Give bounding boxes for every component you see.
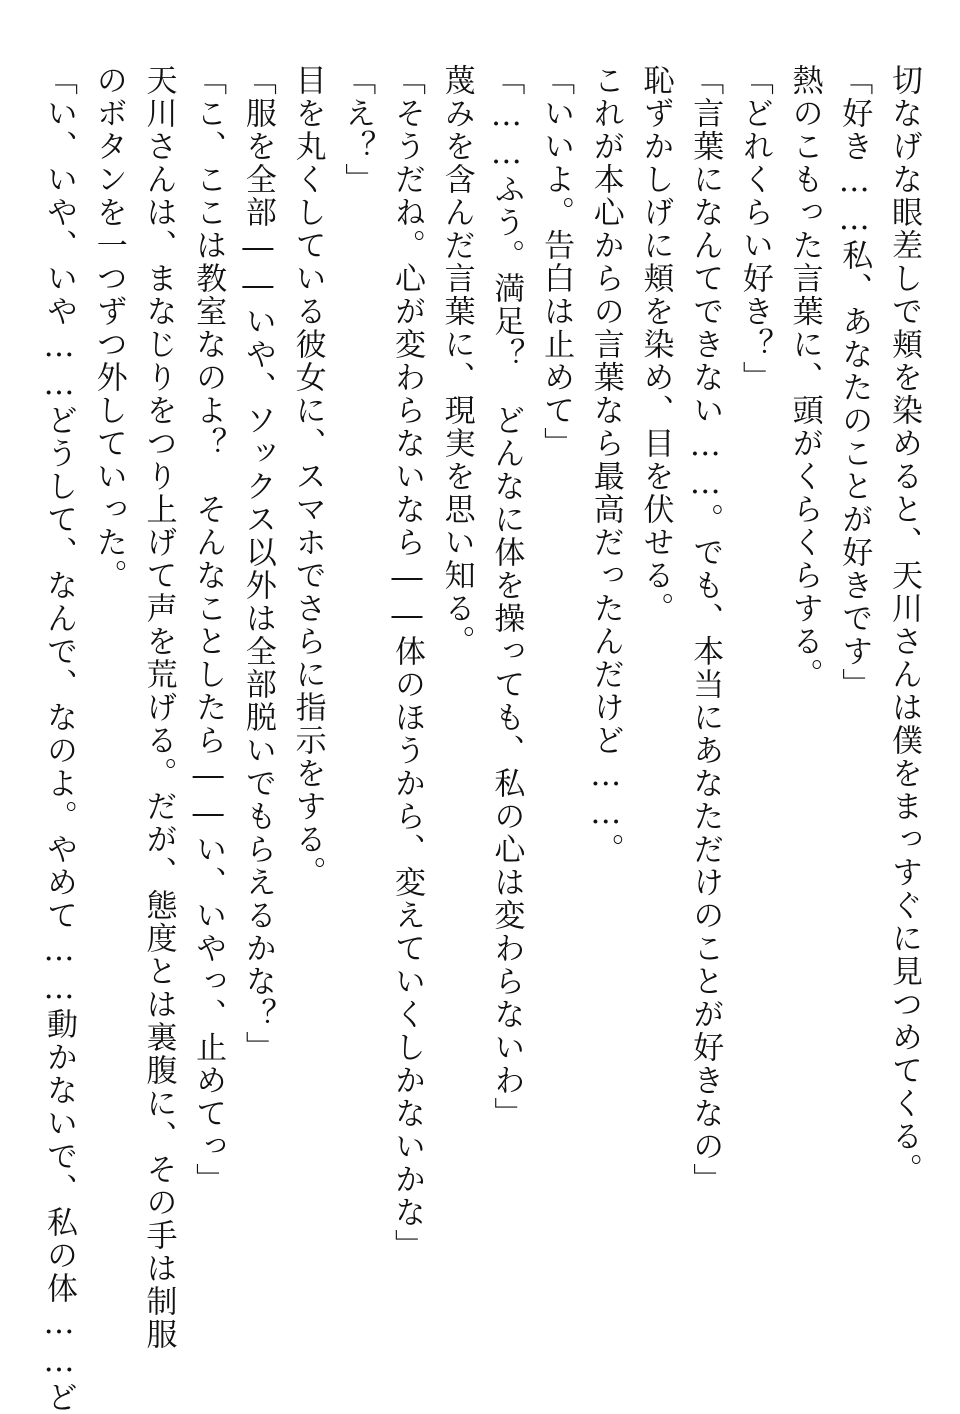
text-line: 「いいよ。告白は止めて」	[538, 64, 575, 460]
text-line: 「こ、ここは教室なのよ？ そんなことしたら――い、いやっ、止めてっ」	[190, 64, 227, 1196]
text-line: 恥ずかしげに頬を染め、目を伏せる。	[637, 64, 674, 625]
text-line: 「い、いや、いや……どうして、なんで、なのよ。やめて……動かないで、私の体……ど	[41, 64, 78, 1414]
text-line: のボタンを一つずつ外していった。	[90, 64, 127, 592]
text-line: 「……ふう。満足？ どんなに体を操っても、私の心は変わらないわ」	[488, 64, 525, 1130]
text-line: 「どれくらい好き？」	[736, 64, 773, 394]
text-line: 「え？」	[339, 64, 376, 196]
text-line: 「言葉になんてできない……。でも、本当にあなただけのことが好きなの」	[687, 64, 724, 1196]
text-line: 「好き……私、あなたのことが好きです」	[836, 64, 873, 701]
text-line: 蔑みを含んだ言葉に、現実を思い知る。	[438, 64, 475, 658]
vertical-text-body	[33, 64, 928, 1414]
text-line: 「そうだね。心が変わらないなら――体のほうから、変えていくしかないかな」	[388, 64, 425, 1262]
text-line: これが本心からの言葉なら最高だったんだけど……。	[587, 64, 624, 866]
text-line: 切なげな眼差しで頬を染めると、天川さんは僕をまっすぐに見つめてくる。	[886, 64, 922, 1186]
text-line: 熱のこもった言葉に、頭がくらくらする。	[786, 64, 823, 691]
text-line: 「服を全部――いや、ソックス以外は全部脱いでもらえるかな？」	[239, 64, 276, 1064]
text-line: 天川さんは、まなじりをつり上げて声を荒げる。だが、態度とは裏腹に、その手は制服	[140, 64, 177, 1351]
text-line: 目を丸くしている彼女に、スマホでさらに指示をする。	[289, 64, 326, 889]
